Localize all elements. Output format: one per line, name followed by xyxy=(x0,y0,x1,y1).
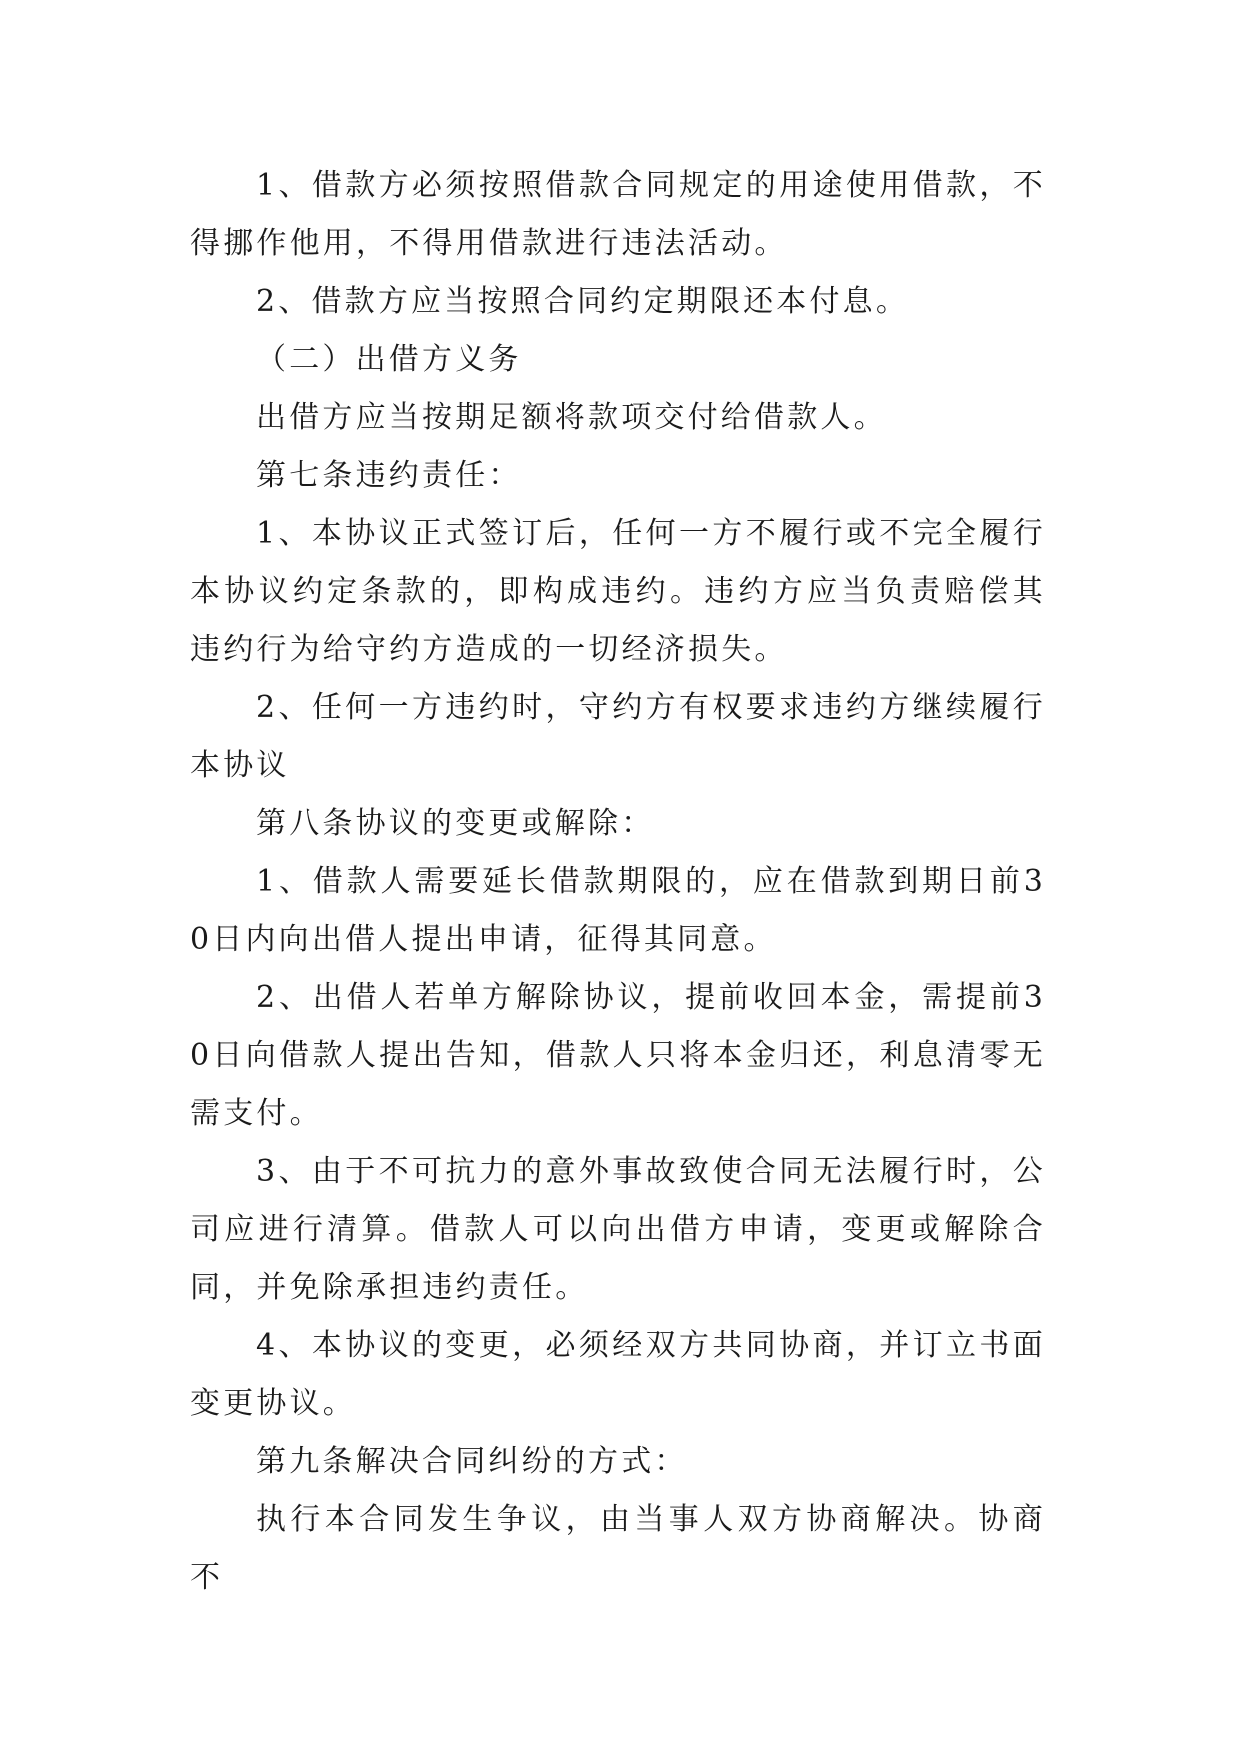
paragraph-borrower-repayment: 2、借款方应当按照合同约定期限还本付息。 xyxy=(256,284,910,319)
heading-lender-obligations: （二）出借方义务 xyxy=(256,342,522,377)
document-body xyxy=(190,157,1046,1607)
heading-article-7: 第七条违约责任： xyxy=(256,458,522,493)
paragraph-lender-delivery: 出借方应当按期足额将款项交付给借款人。 xyxy=(256,400,887,435)
paragraph-article-8-clause-1: 1、借款人需要延长借款期限的，应在借款到期日前30日内向出借人提出申请，征得其同意。 xyxy=(190,864,1046,957)
paragraph-article-8-clause-4: 4、本协议的变更，必须经双方共同协商，并订立书面变更协议。 xyxy=(190,1328,1046,1421)
paragraph-article-7-clause-2: 2、任何一方违约时，守约方有权要求违约方继续履行本协议 xyxy=(190,690,1046,783)
paragraph-article-9-text: 执行本合同发生争议，由当事人双方协商解决。协商不 xyxy=(190,1502,1046,1595)
heading-article-9: 第九条解决合同纠纷的方式： xyxy=(256,1444,688,1479)
paragraph-article-8-clause-2: 2、出借人若单方解除协议，提前收回本金，需提前30日向借款人提出告知，借款人只将本金归还，利息清零无需支付。 xyxy=(190,980,1046,1131)
paragraph-article-7-clause-1: 1、本协议正式签订后，任何一方不履行或不完全履行本协议约定条款的，即构成违约。违约方应当负责赔偿其违约行为给守约方造成的一切经济损失。 xyxy=(190,516,1046,667)
paragraph-article-8-clause-3: 3、由于不可抗力的意外事故致使合同无法履行时，公司应进行清算。借款人可以向出借方申请，变更或解除合同，并免除承担违约责任。 xyxy=(190,1154,1046,1305)
paragraph-borrower-use-of-loan: 1、借款方必须按照借款合同规定的用途使用借款，不得挪作他用，不得用借款进行违法活动。 xyxy=(190,168,1046,261)
heading-article-8: 第八条协议的变更或解除： xyxy=(256,806,655,841)
